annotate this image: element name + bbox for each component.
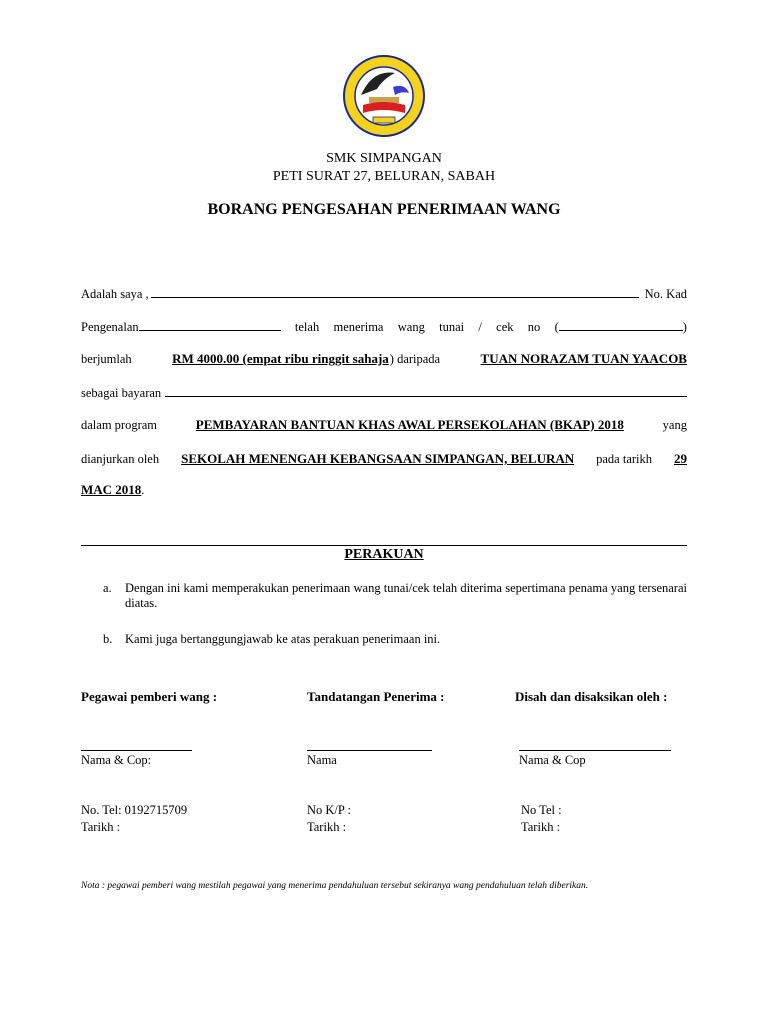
payment-purpose-blank[interactable] [165,384,687,397]
giver-phone: No. Tel: 0192715709 [81,803,188,817]
giver-heading: Pegawai pemberi wang : [81,689,218,704]
receiver-heading: Tandatangan Penerima : [307,689,445,704]
word: no [527,320,541,334]
word: cek [496,320,514,334]
sebagai-bayaran-label: sebagai bayaran [81,386,162,400]
receiver-ic-label: No K/P : [307,803,351,817]
declaration-line-6 [81,451,687,469]
school-name: SMK SIMPANGAN [326,151,442,166]
declaration-line-3 [81,351,687,369]
school-crest-logo [343,55,425,137]
pengenalan-label: Pengenalan [81,320,139,334]
organizer-name: SEKOLAH MENENGAH KEBANGSAAN SIMPANGAN, BELURAN [181,451,575,466]
receiver-date-label: Tarikh : [307,820,347,834]
receiver-signature-line[interactable] [307,749,432,751]
giver-signature-line[interactable] [81,749,192,751]
word: menerima [333,320,384,334]
pada-tarikh-label: pada tarikh [596,452,653,466]
payer-name: TUAN NORAZAM TUAN YAACOB [480,351,687,366]
school-address: PETI SURAT 27, BELURAN, SABAH [272,169,496,184]
word: telah [294,320,320,334]
program-name: PEMBAYARAN BANTUAN KHAS AWAL PERSEKOLAHAN (BKAP) 2018 [195,417,624,432]
witness-date-label: Tarikh : [521,820,561,834]
receiver-name-label: Nama [307,753,337,767]
amount-value: RM 4000.00 (empat ribu ringgit sahaja [172,351,389,366]
declaration-line-1 [81,285,687,303]
witness-signature-line[interactable] [519,749,671,751]
declaration-line-5 [81,417,687,435]
name-blank[interactable] [151,285,639,298]
no-kad-label: No. Kad [644,287,687,301]
form-title: BORANG PENGESAHAN PENERIMAAN WANG [207,201,561,218]
perakuan-item-b [103,632,687,647]
berjumlah-label: berjumlah [81,352,132,366]
date-day: 29 [674,451,687,466]
ic-number-blank[interactable] [139,318,281,331]
period: . [141,483,145,497]
footnote: Nota : pegawai pemberi wang mestilah pegawai yang menerima pendahuluan tersebut sekiranya wang pendahuluan telah diberikan. [81,881,589,891]
word: wang [397,320,425,334]
item-marker: b. [103,632,113,646]
item-marker: a. [103,581,112,595]
perakuan-item-a [103,581,687,611]
cheque-number-blank[interactable] [559,318,683,331]
declaration-line-2 [81,318,687,336]
witness-phone-label: No Tel : [521,803,562,817]
dalam-program-label: dalam program [81,418,158,432]
word: tunai [439,320,465,334]
adalah-saya-label: Adalah saya , [81,287,149,301]
yang-label: yang [662,418,687,432]
declaration-line-7 [81,482,687,500]
giver-name-label: Nama & Cop: [81,753,152,767]
section-divider [81,545,687,546]
witness-heading: Disah dan disaksikan oleh : [515,689,668,704]
item-text: Kami juga bertanggungjawab ke atas perakuan penerimaan ini. [125,632,441,646]
witness-name-label: Nama & Cop [519,753,586,767]
date-month-year: MAC 2018 [81,482,142,497]
giver-date-label: Tarikh : [81,820,121,834]
dianjurkan-oleh-label: dianjurkan oleh [81,452,160,466]
daripada-label: ) daripada [389,352,441,366]
perakuan-title: PERAKUAN [344,547,424,562]
item-text: Dengan ini kami memperakukan penerimaan wang tunai/cek telah diterima sepertimana penama yang tersenarai diatas. [125,581,687,610]
word: / [478,320,482,334]
paren-close: ) [682,320,687,334]
declaration-line-4 [81,384,687,402]
paren-open: ( [554,320,559,334]
